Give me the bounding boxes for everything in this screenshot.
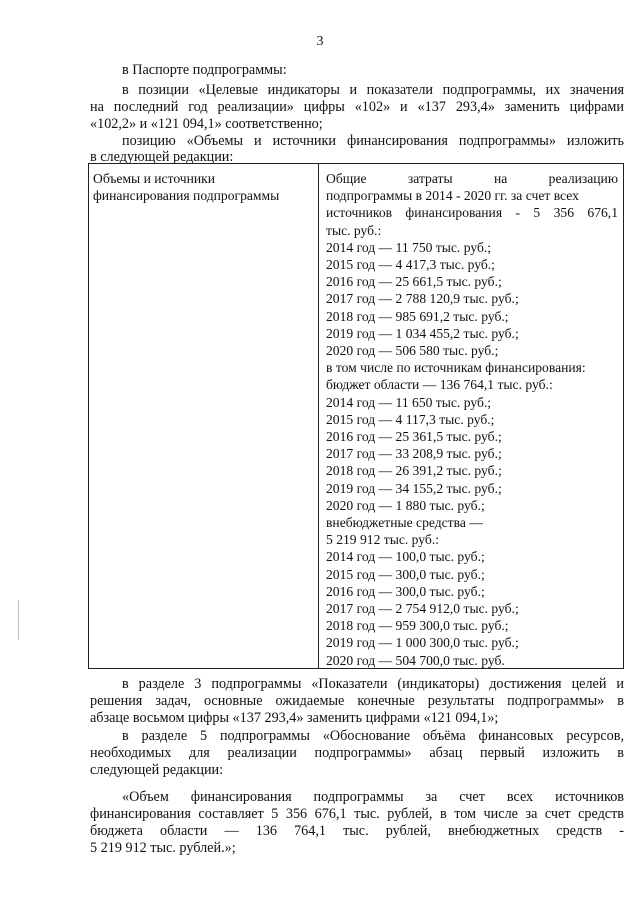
section5-line-1: в разделе 5 подпрограммы «Обоснование объёма финансовых ресурсов, <box>122 728 624 744</box>
extrabudget-year-line: 2016 год — 300,0 тыс. руб.; <box>326 583 485 599</box>
table-right-cell <box>326 170 618 669</box>
quote-line-4: 5 219 912 тыс. рублей.»; <box>90 840 236 856</box>
intro-paragraph-1: в Паспорте подпрограммы: <box>122 62 287 78</box>
extrabudget-year-line: 2015 год — 300,0 тыс. руб.; <box>326 566 485 582</box>
quote-line-3: бюджета области — 136 764,1 тыс. рублей, внебюджетных средств - <box>90 823 624 839</box>
extrabudget-year-line: 2018 год — 959 300,0 тыс. руб.; <box>326 618 509 634</box>
extrabudget-year-line: 2017 год — 2 754 912,0 тыс. руб.; <box>326 601 519 617</box>
section3-line-1: в разделе 3 подпрограммы «Показатели (индикаторы) достижения целей и <box>122 676 624 692</box>
extrabudget-year-line: 2014 год — 100,0 тыс. руб.; <box>326 549 485 565</box>
by-sources-line: в том числе по источникам финансирования: <box>326 360 586 376</box>
total-year-line: 2018 год — 985 691,2 тыс. руб.; <box>326 308 509 324</box>
intro-paragraph-2-line-1: в позиции «Целевые индикаторы и показатели подпрограммы, их значения <box>122 82 624 98</box>
intro-paragraph-2-line-3: «102,2» и «121 094,1» соответственно; <box>90 116 323 132</box>
regional-year-line: 2017 год — 33 208,9 тыс. руб.; <box>326 446 502 462</box>
right-cell-head-line-4: тыс. руб.: <box>326 222 382 238</box>
financing-table <box>88 163 624 669</box>
total-year-line: 2016 год — 25 661,5 тыс. руб.; <box>326 274 502 290</box>
table-column-divider <box>318 164 319 668</box>
extrabudget-line-1: внебюджетные средства — <box>326 515 483 531</box>
quote-line-1: «Объем финансирования подпрограммы за счет всех источников <box>122 789 624 805</box>
right-cell-head-line-2: подпрограммы в 2014 - 2020 гг. за счет всех <box>326 188 579 204</box>
total-year-line: 2020 год — 506 580 тыс. руб.; <box>326 343 499 359</box>
regional-budget-line: бюджет области — 136 764,1 тыс. руб.: <box>326 377 553 393</box>
intro-paragraph-3-line-2: в следующей редакции: <box>90 149 234 165</box>
page-number: 3 <box>316 34 324 49</box>
total-year-line: 2019 год — 1 034 455,2 тыс. руб.; <box>326 325 519 341</box>
regional-year-line: 2015 год — 4 117,3 тыс. руб.; <box>326 411 495 427</box>
scan-margin-mark <box>18 600 19 640</box>
total-year-line: 2015 год — 4 417,3 тыс. руб.; <box>326 257 495 273</box>
right-cell-head-line-3: источников финансирования - 5 356 676,1 <box>326 205 618 221</box>
regional-year-line: 2016 год — 25 361,5 тыс. руб.; <box>326 429 502 445</box>
section5-line-3: следующей редакции: <box>90 762 224 778</box>
right-cell-head-line-1: Общие затраты на реализацию <box>326 171 618 186</box>
section3-line-3: абзаце восьмом цифры «137 293,4» заменить цифрами «121 094,1»; <box>90 710 499 726</box>
regional-year-line: 2019 год — 34 155,2 тыс. руб.; <box>326 480 502 496</box>
total-year-line: 2014 год — 11 750 тыс. руб.; <box>326 239 492 255</box>
regional-year-line: 2014 год — 11 650 тыс. руб.; <box>326 394 492 410</box>
intro-paragraph-3-line-1: позицию «Объемы и источники финансирования подпрограммы» изложить <box>122 133 624 149</box>
table-left-cell <box>93 170 315 204</box>
left-cell-line-1: Объемы и источники <box>93 171 216 186</box>
regional-year-line: 2018 год — 26 391,2 тыс. руб.; <box>326 463 502 479</box>
left-cell-line-2: финансирования подпрограммы <box>93 188 280 204</box>
total-year-line: 2017 год — 2 788 120,9 тыс. руб.; <box>326 291 519 307</box>
section3-line-2: решения задач, основные ожидаемые конечные результаты подпрограммы» в <box>90 693 624 709</box>
extrabudget-line-2: 5 219 912 тыс. руб.: <box>326 532 440 548</box>
section5-line-2: необходимых для реализации подпрограммы» абзац первый изложить в <box>90 745 624 761</box>
regional-year-line: 2020 год — 1 880 тыс. руб.; <box>326 497 485 513</box>
extrabudget-year-line: 2020 год — 504 700,0 тыс. руб. <box>326 652 505 668</box>
quote-line-2: финансирования составляет 5 356 676,1 тыс. рублей, в том числе за счет средств <box>90 806 624 822</box>
intro-paragraph-2-line-2: на последний год реализации» цифры «102» и «137 293,4» заменить цифрами <box>90 99 624 115</box>
extrabudget-year-line: 2019 год — 1 000 300,0 тыс. руб.; <box>326 635 519 651</box>
